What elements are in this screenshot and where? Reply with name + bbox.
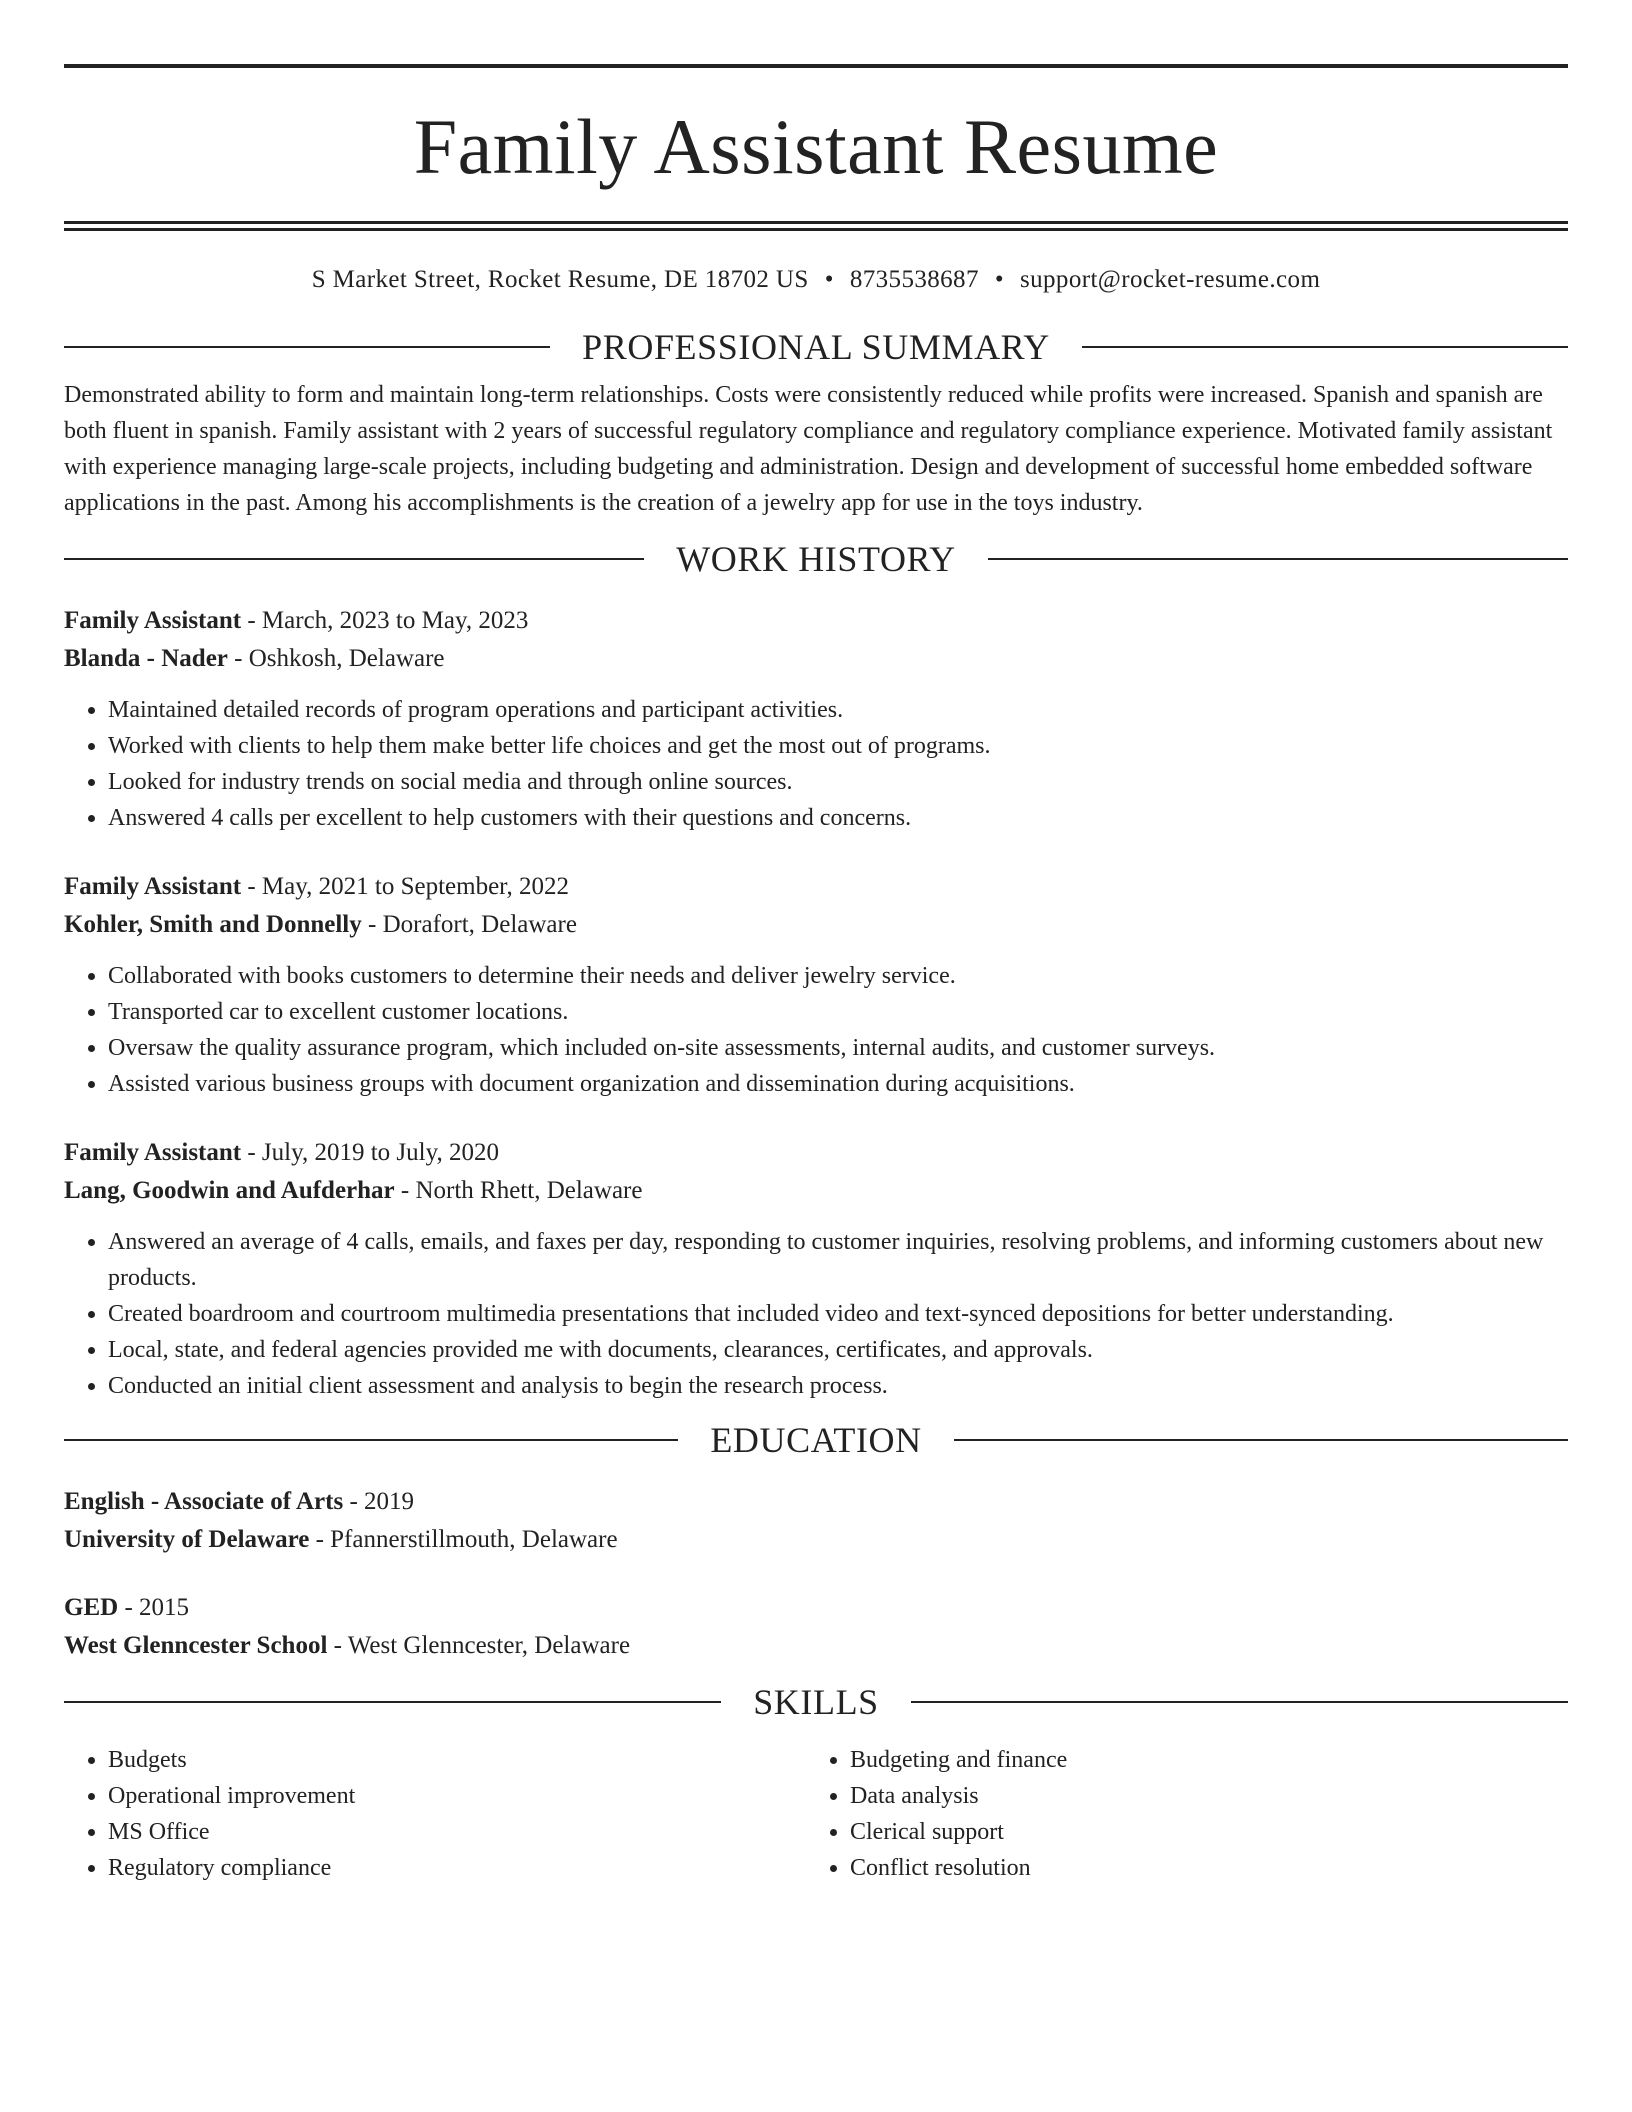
job-location: - North Rhett, Delaware xyxy=(394,1177,643,1204)
education-school-line xyxy=(64,1626,1568,1666)
list-item: • Collaborated with books customers to determine their needs and deliver jewelry service. xyxy=(108,958,1568,994)
list-item: • Local, state, and federal agencies provided me with documents, clearances, certificates, and approvals. xyxy=(108,1332,1568,1368)
job-company: Blanda - Nader xyxy=(64,645,228,672)
skills-section-heading xyxy=(64,1680,1568,1724)
heading-rule-right xyxy=(988,558,1568,560)
job-title: Family Assistant xyxy=(64,607,242,634)
education-section-heading xyxy=(64,1418,1568,1462)
education-degree-line xyxy=(64,1590,1568,1626)
contact-address: S Market Street, Rocket Resume, DE 18702 US xyxy=(311,266,809,293)
education-degree: GED xyxy=(64,1594,119,1621)
title-double-rule xyxy=(64,221,1568,231)
job-entry xyxy=(64,1135,1568,1404)
job-location: - Dorafort, Delaware xyxy=(361,911,577,938)
list-item: • Answered an average of 4 calls, emails, and faxes per day, responding to customer inquiries, resolving problems, and informing customers about new products. xyxy=(108,1224,1568,1296)
education-degree-line xyxy=(64,1484,1568,1520)
list-item: • Worked with clients to help them make better life choices and get the most out of programs. xyxy=(108,728,1568,764)
job-entry xyxy=(64,603,1568,836)
skills-heading-label: SKILLS xyxy=(753,1682,879,1722)
heading-rule-right xyxy=(911,1701,1568,1703)
education-entry xyxy=(64,1484,1568,1560)
job-entry xyxy=(64,869,1568,1102)
heading-rule-left xyxy=(64,346,550,348)
list-item: • Conducted an initial client assessment and analysis to begin the research process. xyxy=(108,1368,1568,1404)
heading-rule-right xyxy=(1082,346,1568,348)
job-company-line xyxy=(64,905,1568,945)
contact-separator: • xyxy=(994,266,1004,293)
skill-item: • Budgets xyxy=(108,1742,806,1778)
heading-rule-left xyxy=(64,1439,678,1441)
job-bullets xyxy=(64,692,1568,836)
education-school: West Glenncester School xyxy=(64,1632,328,1659)
education-school: University of Delaware xyxy=(64,1526,310,1553)
education-location: - Pfannerstillmouth, Delaware xyxy=(309,1526,618,1553)
education-year: - 2019 xyxy=(343,1488,415,1515)
job-dates: - March, 2023 to May, 2023 xyxy=(241,607,529,634)
summary-section-heading xyxy=(64,325,1568,369)
work-heading-label: WORK HISTORY xyxy=(676,539,956,579)
education-year: - 2015 xyxy=(118,1594,190,1621)
contact-line xyxy=(64,265,1568,295)
education-heading-label: EDUCATION xyxy=(710,1420,922,1460)
summary-heading-label: PROFESSIONAL SUMMARY xyxy=(582,327,1050,367)
skill-item: • Data analysis xyxy=(850,1778,1548,1814)
list-item: • Looked for industry trends on social media and through online sources. xyxy=(108,764,1568,800)
education-entry xyxy=(64,1590,1568,1666)
contact-phone: 8735538687 xyxy=(849,266,979,293)
list-item: • Created boardroom and courtroom multimedia presentations that included video and text-synced depositions for better understanding. xyxy=(108,1296,1568,1332)
education-degree: English - Associate of Arts xyxy=(64,1488,344,1515)
list-item: • Answered 4 calls per excellent to help customers with their questions and concerns. xyxy=(108,800,1568,836)
education-school-line xyxy=(64,1520,1568,1560)
job-title-line xyxy=(64,1135,1568,1171)
job-location: - Oshkosh, Delaware xyxy=(227,645,445,672)
skill-item: • Operational improvement xyxy=(108,1778,806,1814)
skill-item: • MS Office xyxy=(108,1814,806,1850)
heading-rule-right xyxy=(954,1439,1568,1441)
job-bullets xyxy=(64,1224,1568,1404)
job-company-line xyxy=(64,639,1568,679)
skill-item: • Regulatory compliance xyxy=(108,1850,806,1886)
skills-grid xyxy=(64,1742,1568,1886)
contact-email: support@rocket-resume.com xyxy=(1020,266,1321,293)
job-title: Family Assistant xyxy=(64,873,242,900)
skill-item: • Clerical support xyxy=(850,1814,1548,1850)
resume-page xyxy=(64,64,1568,1886)
skills-list-right xyxy=(806,1742,1548,1886)
resume-title: Family Assistant Resume xyxy=(413,103,1219,190)
job-company: Kohler, Smith and Donnelly xyxy=(64,911,362,938)
list-item: • Maintained detailed records of program operations and participant activities. xyxy=(108,692,1568,728)
job-title-line xyxy=(64,869,1568,905)
list-item: • Assisted various business groups with document organization and dissemination during acquisitions. xyxy=(108,1066,1568,1102)
list-item: • Transported car to excellent customer locations. xyxy=(108,994,1568,1030)
job-dates: - May, 2021 to September, 2022 xyxy=(241,873,569,900)
list-item: • Oversaw the quality assurance program, which included on-site assessments, internal audits, and customer surveys. xyxy=(108,1030,1568,1066)
job-title: Family Assistant xyxy=(64,1139,242,1166)
job-bullets xyxy=(64,958,1568,1102)
work-section-heading xyxy=(64,537,1568,581)
contact-separator: • xyxy=(824,266,834,293)
job-title-line xyxy=(64,603,1568,639)
education-location: - West Glenncester, Delaware xyxy=(327,1632,631,1659)
heading-rule-left xyxy=(64,1701,721,1703)
skills-list-left xyxy=(64,1742,806,1886)
skill-item: • Conflict resolution xyxy=(850,1850,1548,1886)
top-rule xyxy=(64,64,1568,68)
summary-text: Demonstrated ability to form and maintain long-term relationships. Costs were consistently reduced while profits were increased. Spanish and spanish are both fluent in spanish. Family assistant with 2 years of successful regulatory compliance and regulatory compliance experience. Motivated family assistant with experience managing large-scale projects, including budgeting and administration. Design and development of successful home embedded software applications in the past. Among his accomplishments is the creation of a jewelry app for use in the toys industry. xyxy=(64,382,1553,516)
job-company: Lang, Goodwin and Aufderhar xyxy=(64,1177,395,1204)
job-dates: - July, 2019 to July, 2020 xyxy=(241,1139,499,1166)
skill-item: • Budgeting and finance xyxy=(850,1742,1548,1778)
heading-rule-left xyxy=(64,558,644,560)
job-company-line xyxy=(64,1171,1568,1211)
